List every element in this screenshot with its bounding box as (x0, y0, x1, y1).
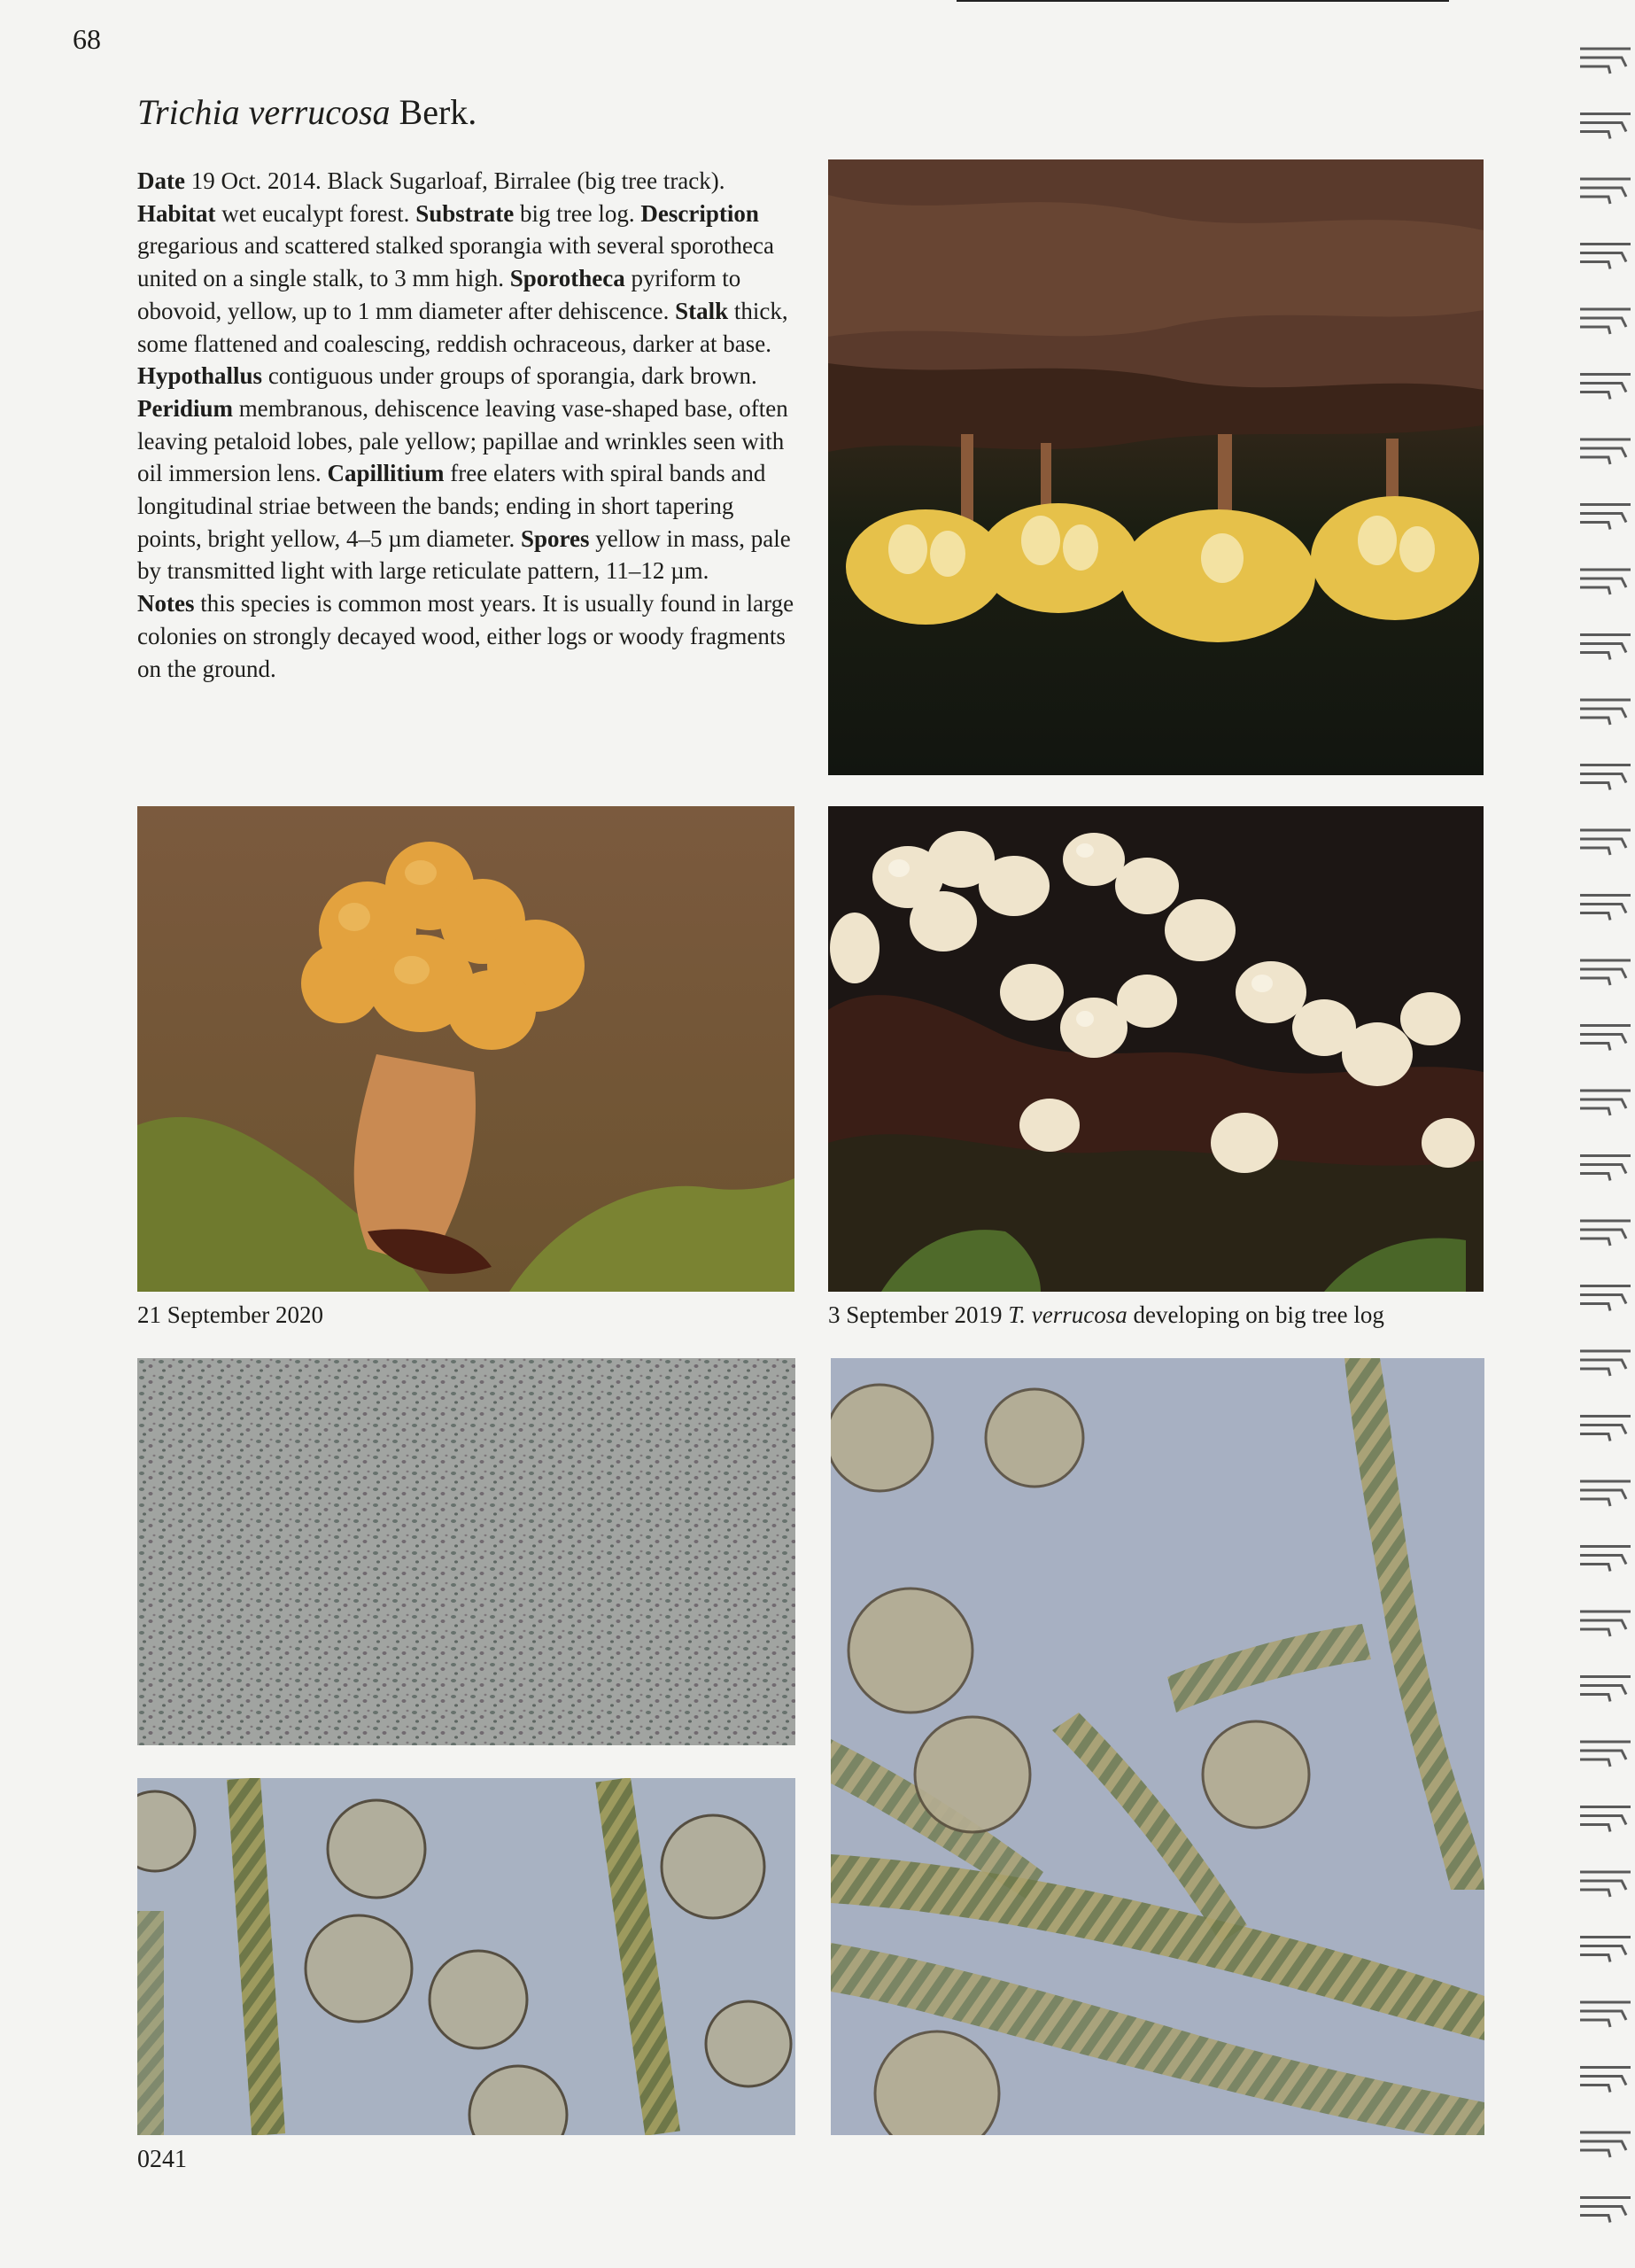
species-author: Berk. (399, 92, 477, 132)
spiral-coil (1580, 2002, 1631, 2027)
date-text: 19 Oct. 2014. Black Sugarloaf, Birralee (big tree track). (190, 167, 725, 194)
spiral-coil (1580, 1612, 1631, 1636)
habitat-text: wet eucalypt forest. (221, 199, 410, 227)
substrate-text: big tree log. (519, 199, 635, 227)
caption-right-photo (828, 1301, 1384, 1329)
spiral-coil (1580, 1677, 1631, 1702)
spiral-coil (1580, 1417, 1631, 1441)
spiral-coil (1580, 765, 1631, 790)
capillitium-text: free elaters with spiral bands and longitudinal striae between the bands; ending in short tapering points, bright yellow, 4–5 µm diameter. (137, 460, 766, 552)
spiral-coil (1580, 49, 1631, 74)
spores-label: Spores (521, 524, 590, 552)
caption-right-species: T. verrucosa (1008, 1301, 1127, 1328)
spiral-coil (1580, 2132, 1631, 2157)
spiral-coil (1580, 114, 1631, 139)
hypothallus-text: contiguous under groups of sporangia, dark brown. (267, 362, 757, 390)
photo-elaters-micrograph-small (137, 1778, 795, 2135)
specimen-code: 0241 (137, 2146, 187, 2173)
stalk-label: Stalk (675, 297, 729, 324)
stalk-text: thick, some flattened and coalescing, reddish ochraceous, darker at base. (137, 297, 788, 357)
photo-orange-sporangia (137, 806, 794, 1292)
spiral-coil (1580, 2198, 1631, 2223)
spores-text: yellow in mass, pale by transmitted light with large reticulate pattern, 11–12 µm. (137, 524, 791, 585)
spiral-coil (1580, 700, 1631, 725)
spiral-coil (1580, 1481, 1631, 1506)
spiral-coil (1580, 960, 1631, 985)
spiral-coil (1580, 570, 1631, 594)
spiral-coil (1580, 505, 1631, 530)
top-rule (957, 0, 1449, 2)
spiral-coil (1580, 1221, 1631, 1246)
page-title (137, 91, 477, 133)
notes-paragraph (137, 587, 802, 685)
sporotheca-text: pyriform to obovoid, yellow, up to 1 mm diameter after dehiscence. (137, 265, 741, 324)
habitat-label: Habitat (137, 199, 216, 227)
species-name: Trichia verrucosa (137, 92, 391, 132)
spiral-coil (1580, 1872, 1631, 1897)
spiral-coil (1580, 2068, 1631, 2093)
spiral-coil (1580, 1026, 1631, 1051)
spiral-coil (1580, 1938, 1631, 1962)
species-description (137, 165, 802, 685)
spiral-coil (1580, 1547, 1631, 1572)
spiral-coil (1580, 830, 1631, 855)
photo-developing-sporangia (828, 806, 1484, 1292)
sporotheca-label: Sporotheca (509, 265, 625, 292)
peridium-text: membranous, dehiscence leaving vase-shaped base, often leaving petaloid lobes, pale yellow; papillae and wrinkles seen with oil immersion lens. (137, 394, 788, 487)
peridium-label: Peridium (137, 394, 233, 422)
description-label: Description (640, 199, 759, 227)
date-label: Date (137, 167, 185, 194)
spiral-coil (1580, 1742, 1631, 1767)
description-text: gregarious and scattered stalked sporangia with several sporotheca united on a single stalk, to 3 mm high. (137, 232, 774, 292)
spiral-binding (1555, 0, 1635, 2268)
capillitium-label: Capillitium (327, 460, 445, 487)
spiral-coil (1580, 635, 1631, 660)
caption-right-rest: developing on big tree log (1133, 1301, 1384, 1328)
spiral-coil (1580, 309, 1631, 334)
notes-label: Notes (137, 590, 195, 617)
spiral-coil (1580, 375, 1631, 400)
substrate-label: Substrate (415, 199, 515, 227)
spiral-coil (1580, 1351, 1631, 1376)
notes-text: this species is common most years. It is usually found in large colonies on strongly decayed wood, either logs or woody fragments on the ground. (137, 590, 794, 682)
spiral-coil (1580, 1156, 1631, 1181)
caption-left-photo: 21 September 2020 (137, 1301, 323, 1328)
spiral-coil (1580, 1286, 1631, 1311)
spiral-coil (1580, 245, 1631, 269)
photo-sporangia-on-log (828, 159, 1484, 775)
caption-right-date: 3 September 2019 (828, 1301, 1003, 1328)
hypothallus-label: Hypothallus (137, 362, 263, 390)
spiral-coil (1580, 179, 1631, 204)
page-number: 68 (73, 23, 101, 55)
photo-peridium-micrograph (137, 1358, 795, 1745)
spiral-coil (1580, 1807, 1631, 1832)
photo-elaters-micrograph-large (831, 1358, 1484, 2135)
description-main (137, 165, 802, 587)
spiral-coil (1580, 1091, 1631, 1115)
spiral-coil (1580, 896, 1631, 920)
spiral-coil (1580, 439, 1631, 464)
